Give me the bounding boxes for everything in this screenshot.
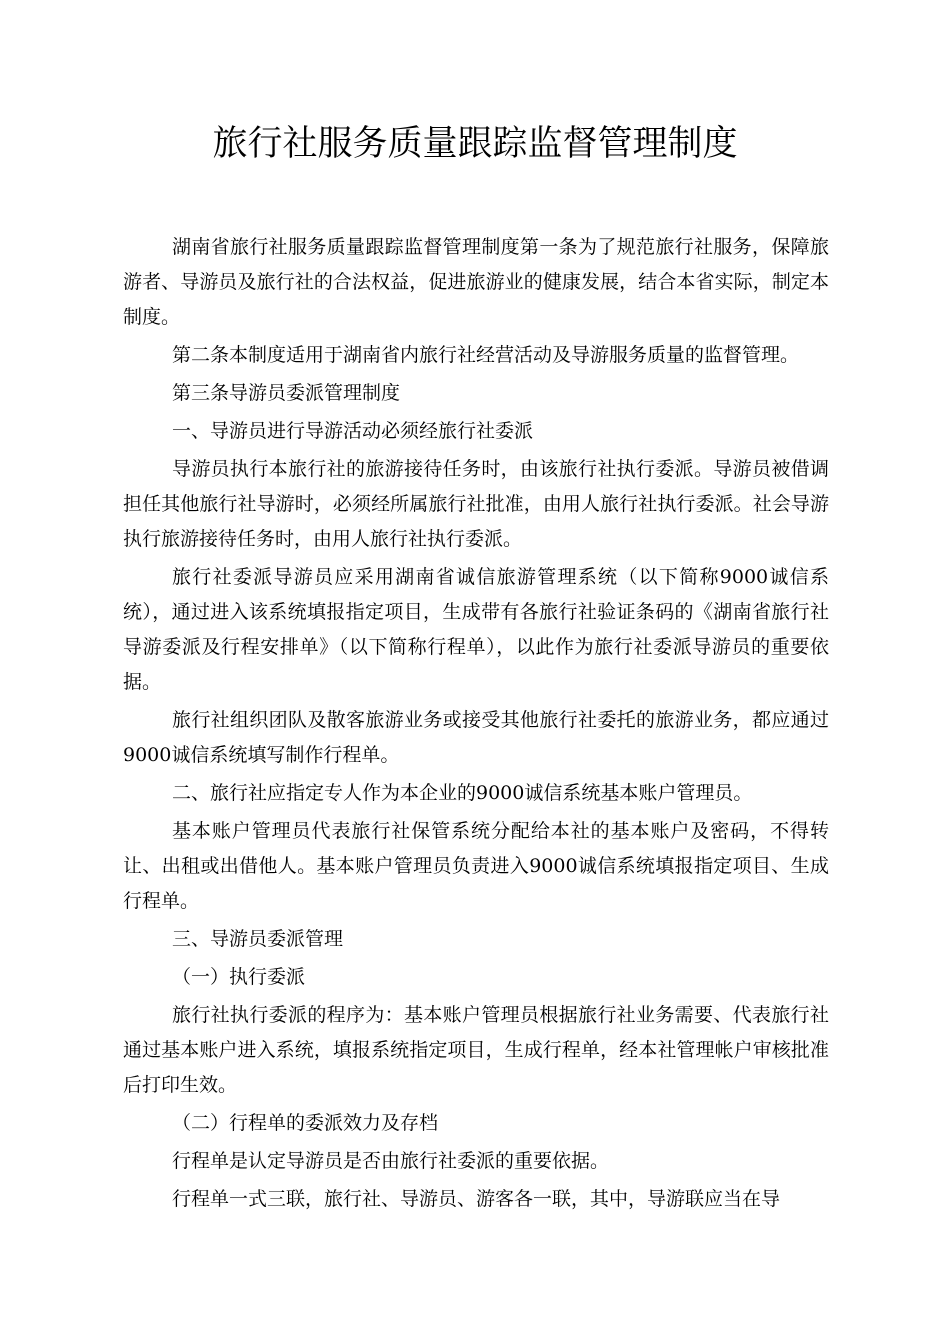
document-title: 旅行社服务质量跟踪监督管理制度: [212, 124, 738, 164]
document-body: [123, 230, 829, 1220]
paragraph: 导游员执行本旅行社的旅游接待任务时，由该旅行社执行委派。导游员被借调担任其他旅行社导游时，必须经所属旅行社批准，由用人旅行社执行委派。社会导游执行旅游接待任务时，由用人旅行社执行委派。: [123, 458, 829, 550]
paragraph: 旅行社委派导游员应采用湖南省诚信旅游管理系统（以下简称9000诚信系统），通过进入该系统填报指定项目，生成带有各旅行社验证条码的《湖南省旅行社导游委派及行程安排单》（以下简称行程单），以此作为旅行社委派导游员的重要依据。: [123, 566, 829, 693]
paragraph: 行程单是认定导游员是否由旅行社委派的重要依据。: [172, 1150, 610, 1172]
paragraph: 旅行社执行委派的程序为：基本账户管理员根据旅行社业务需要、代表旅行社通过基本账户进入系统，填报系统指定项目，生成行程单，经本社管理帐户审核批准后打印生效。: [123, 1004, 829, 1096]
paragraph: 行程单一式三联，旅行社、导游员、游客各一联，其中，导游联应当在导: [172, 1188, 781, 1210]
paragraph: 第三条导游员委派管理制度: [172, 382, 401, 404]
paragraph: 旅行社组织团队及散客旅游业务或接受其他旅行社委托的旅游业务，都应通过9000诚信系统填写制作行程单。: [123, 709, 829, 766]
paragraph: （二）行程单的委派效力及存档: [172, 1112, 439, 1134]
paragraph: 三、导游员委派管理: [172, 928, 344, 950]
paragraph: 一、导游员进行导游活动必须经旅行社委派: [172, 420, 534, 442]
paragraph: （一）执行委派: [172, 966, 306, 988]
paragraph: 二、旅行社应指定专人作为本企业的9000诚信系统基本账户管理员。: [172, 782, 753, 804]
paragraph: 湖南省旅行社服务质量跟踪监督管理制度第一条为了规范旅行社服务，保障旅游者、导游员及旅行社的合法权益，促进旅游业的健康发展，结合本省实际，制定本制度。: [123, 236, 829, 328]
paragraph: 第二条本制度适用于湖南省内旅行社经营活动及导游服务质量的监督管理。: [172, 344, 800, 366]
paragraph: 基本账户管理员代表旅行社保管系统分配给本社的基本账户及密码，不得转让、出租或出借他人。基本账户管理员负责进入9000诚信系统填报指定项目、生成行程单。: [123, 820, 829, 912]
